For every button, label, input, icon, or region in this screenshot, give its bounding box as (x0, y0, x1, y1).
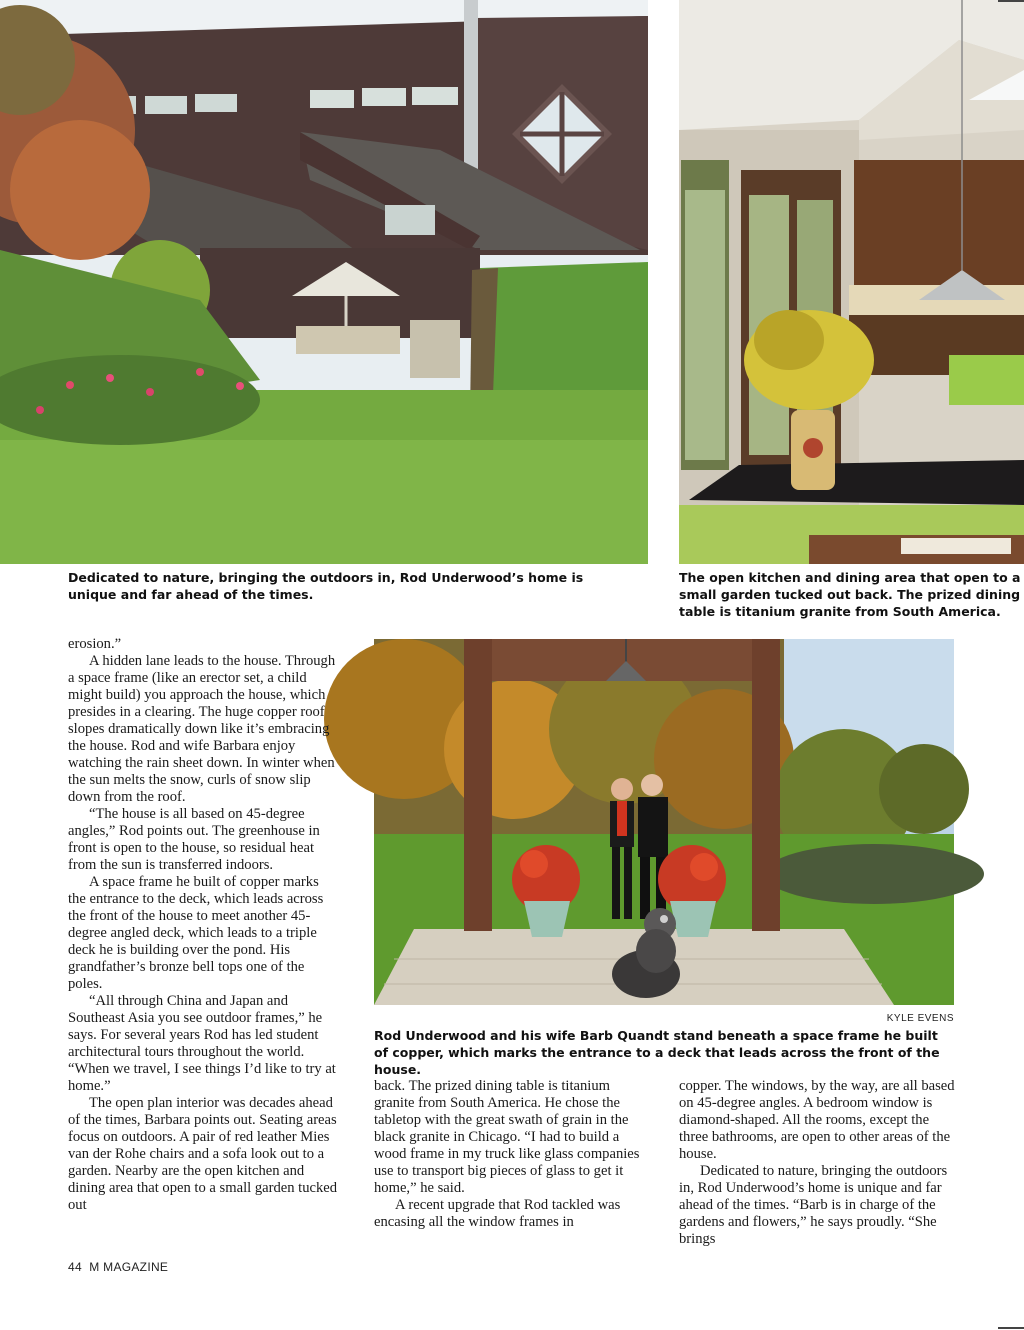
article-column-1 (68, 636, 340, 1214)
space-frame-photo (374, 639, 954, 1005)
paragraph: “All through China and Japan and Southeast Asia you see outdoor frames,” he says. For several years Rod has led student architectural tours throughout the world. “When we travel, I see things I’d like to try at home.” (68, 993, 336, 1094)
article-column-3 (679, 1078, 955, 1248)
paragraph: erosion.” (68, 636, 122, 652)
paragraph: back. The prized dining table is titanium granite from South America. He chose the tabletop with the great swath of grain in the black granite in Chicago. “I had to build a wood frame in my truck like glass companies use to transport big pieces of glass to get it home,” he said. (374, 1078, 640, 1196)
page-folio: 44 M MAGAZINE (68, 1260, 169, 1274)
paragraph: A hidden lane leads to the house. Through a space frame (like an erector set, a child might build) you approach the house, which presides in a clearing. The huge copper roof slopes dramatically down like it’s embracing the house. Rod and wife Barbara enjoy watching the rain sheet down. In winter when the sun melts the snow, curls of snow slip down from the roof. (68, 653, 336, 805)
paragraph: “The house is all based on 45-degree angles,” Rod points out. The greenhouse in front is open to the house, so residual heat from the sun is transferred indoors. (68, 806, 320, 873)
exterior-photo-caption: Dedicated to nature, bringing the outdoors in, Rod Underwood’s home is unique and far ahead of the times. (68, 570, 584, 602)
trim-mark (998, 0, 1024, 2)
kitchen-photo-caption: The open kitchen and dining area that open to a small garden tucked out back. The prized dining table is titanium granite from South America. (679, 570, 1021, 619)
photo-credit: KYLE EVENS (886, 1013, 954, 1024)
exterior-photo (0, 0, 648, 564)
paragraph: A recent upgrade that Rod tackled was encasing all the window frames in (374, 1197, 621, 1230)
paragraph: copper. The windows, by the way, are all based on 45-degree angles. A bedroom window is diamond-shaped. All the rooms, except the three bathrooms, are open to other areas of the house. (679, 1078, 955, 1162)
kitchen-photo (679, 0, 1024, 564)
paragraph: Dedicated to nature, bringing the outdoors in, Rod Underwood’s home is unique and far ahead of the times. “Barb is in charge of the gardens and flowers,” he says proudly. “She brings (679, 1163, 948, 1247)
paragraph: The open plan interior was decades ahead of the times, Barbara points out. Seating areas focus on outdoors. A pair of red leather Mies van der Rohe chairs and a sofa look out to a garden. Nearby are the open kitchen and dining area that open to a small garden tucked out (68, 1095, 338, 1213)
paragraph: A space frame he built of copper marks the entrance to the deck, which leads across the front of the house to meet another 45-degree angled deck, which leads to a triple deck he is building over the pond. His grandfather’s bronze bell tops one of the poles. (68, 874, 324, 992)
trim-mark (998, 1327, 1024, 1329)
article-column-2 (374, 1078, 650, 1231)
space-frame-photo-caption: Rod Underwood and his wife Barb Quandt stand beneath a space frame he built of copper, which marks the entrance to a deck that leads across the front of the house. (374, 1028, 940, 1077)
